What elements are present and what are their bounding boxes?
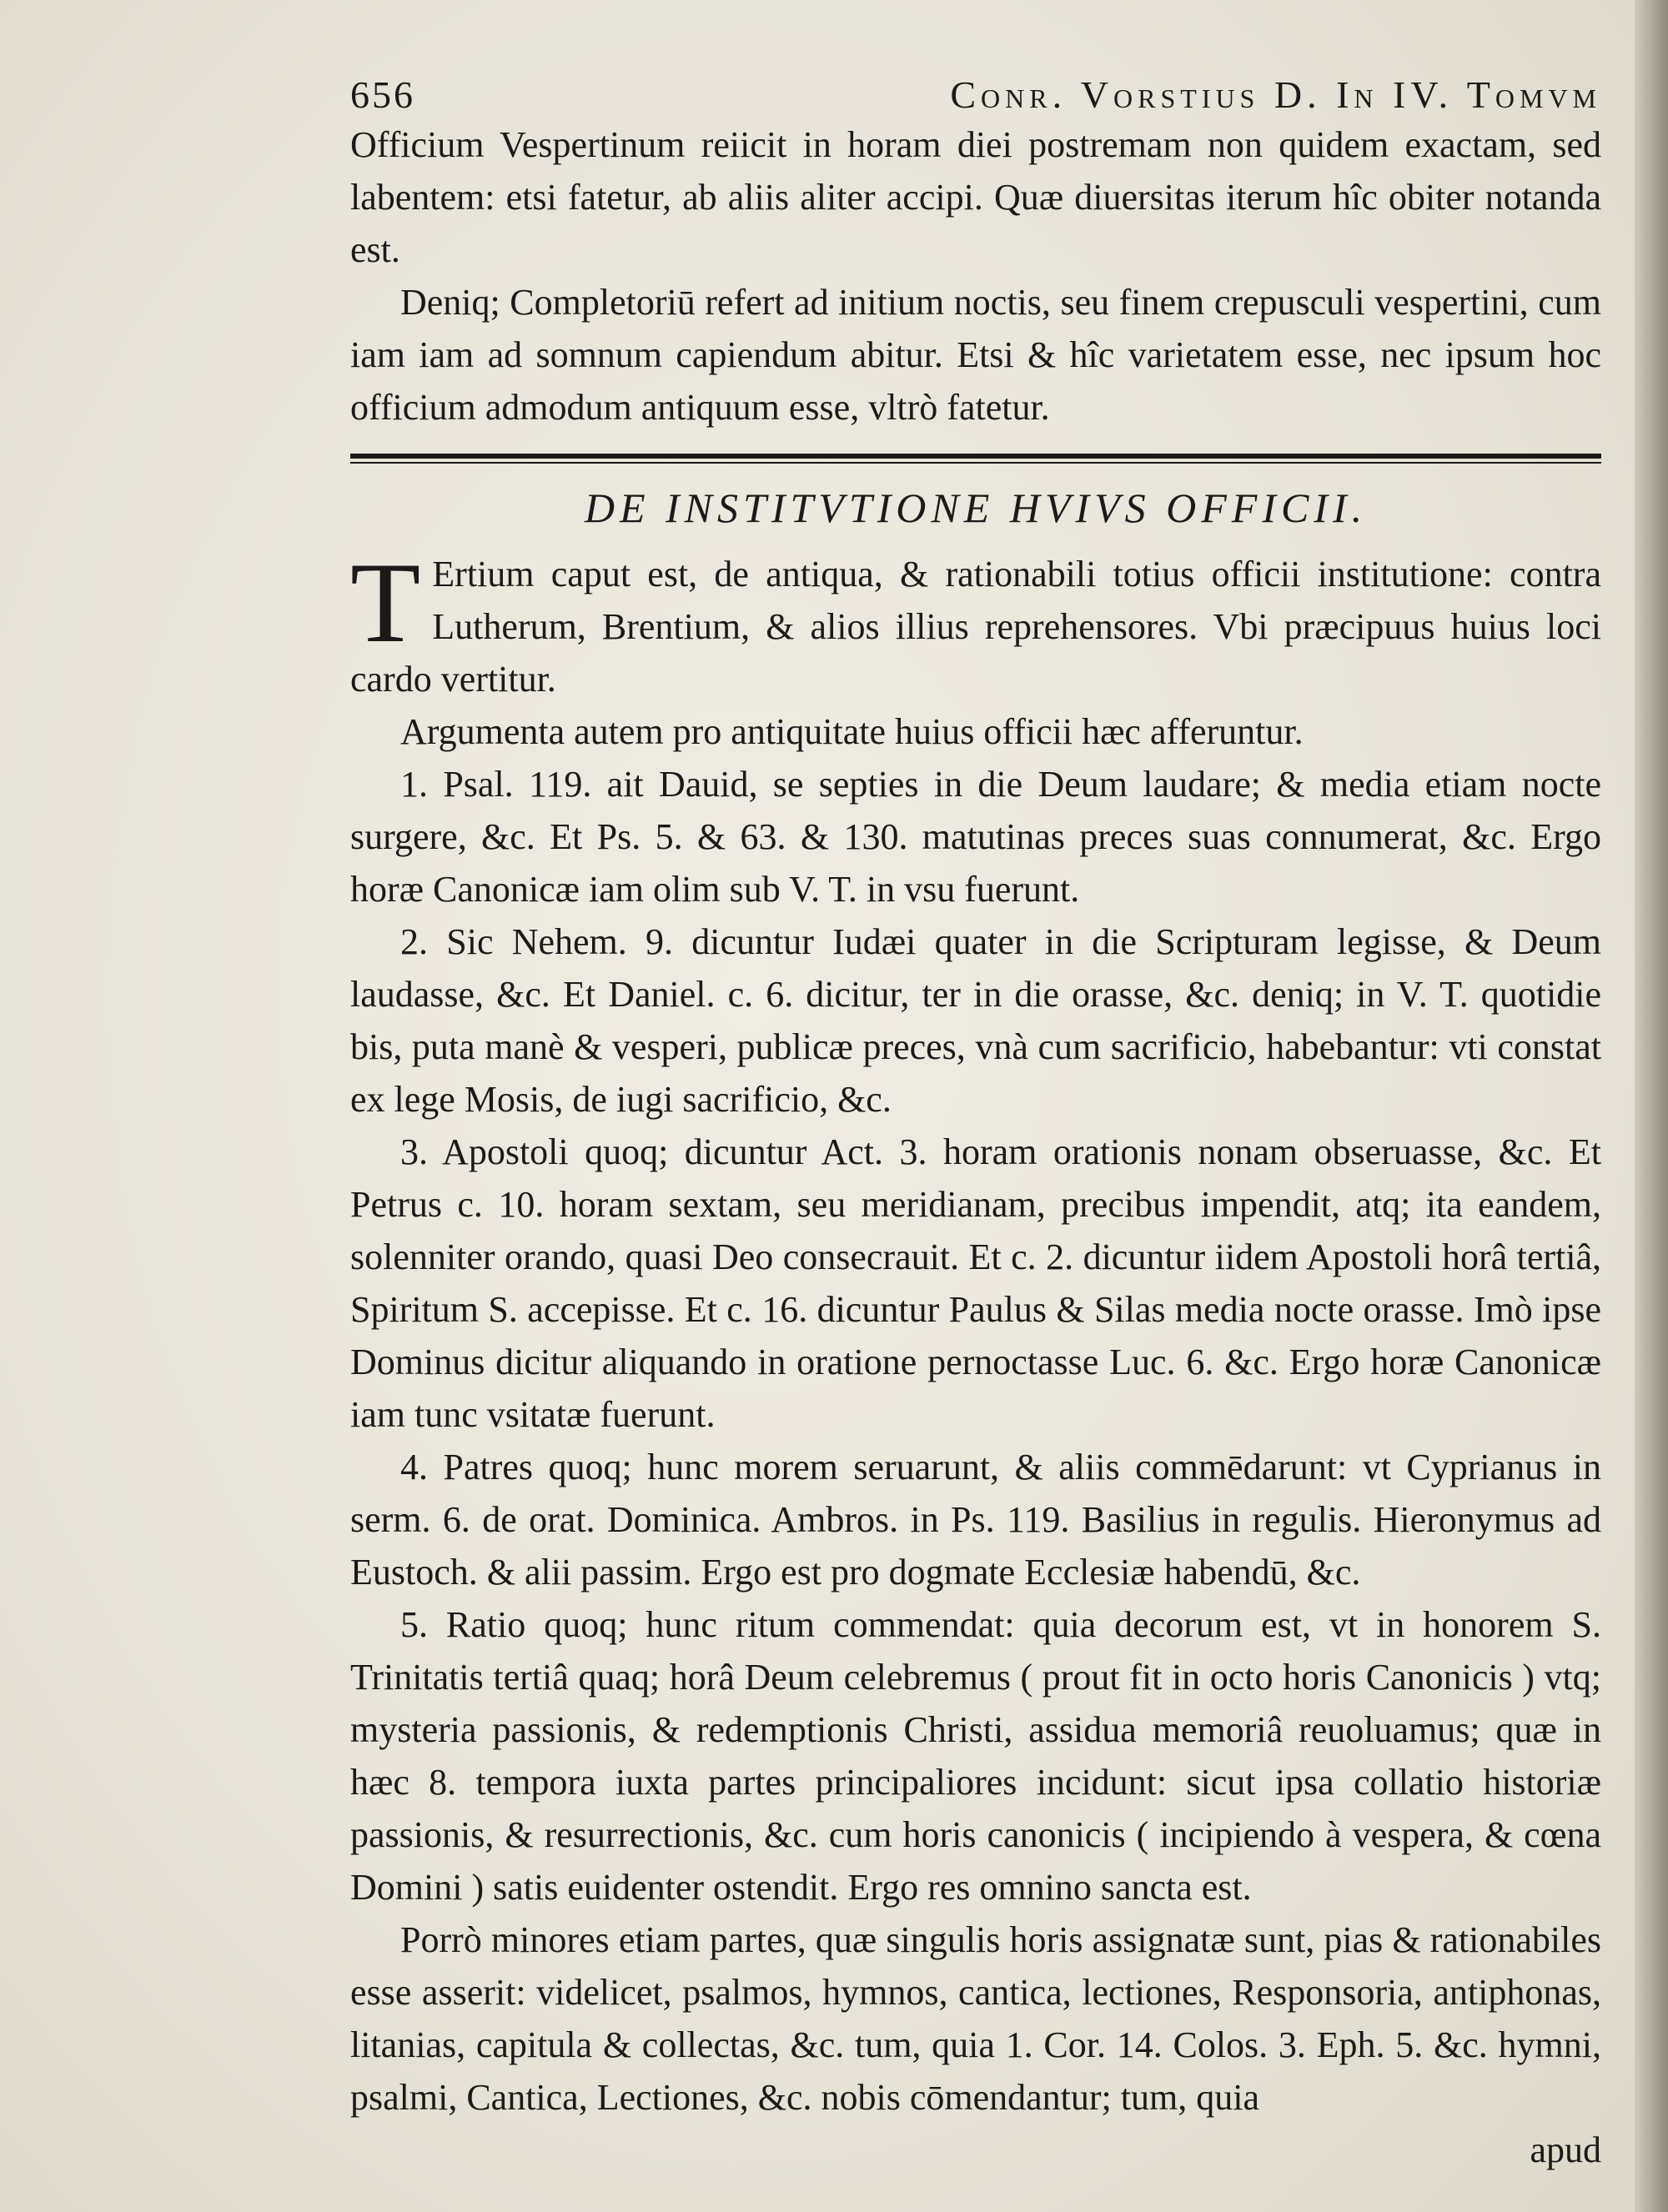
paragraph-porro: Porrò minores etiam partes, quæ singulis horis assignatæ sunt, pias & rationabiles esse asserit: videlicet, psalmos, hymnos, cantica, lectiones, Responsoria, antiphonas, litanias, capitula & collectas, &c. tum, quia 1. Cor. 14. Colos. 3. Eph. 5. &c. hymni, psalmi, Cantica, Lectiones, &c. nobis cōmendantur; tum, quia (350, 1919, 1601, 2118)
paragraph-vespertinum: Officium Vespertinum reiicit in horam diei postremam non quidem exactam, sed labentem: etsi fatetur, ab aliis aliter accipi. Quæ diuersitas iterum hîc obiter notanda est. (350, 124, 1601, 270)
paragraph-intro (350, 539, 1601, 705)
paragraph-argument-5: 5. Ratio quoq; hunc ritum commendat: quia decorum est, vt in honorem S. Trinitatis tertiâ quaq; horâ Deum celebremus ( prout fit in octo horis Canonicis ) vtq; mysteria passionis, & redemptionis Christi, assidua memoriâ reuoluamus; quæ in hæc 8. tempora iuxta partes principaliores incidunt: sicut ipsa collatio historiæ passionis, & resurrectionis, &c. cum horis canonicis ( incipiendo à vespera, & cœna Domini ) satis euidenter ostendit. Ergo res omnino sancta est. (350, 1604, 1601, 1908)
paragraph-argument-2: 2. Sic Nehem. 9. dicuntur Iudæi quater in die Scripturam legisse, & Deum laudasse, &c. Et Daniel. c. 6. dicitur, ter in die orasse, &c. deniq; in V. T. quotidie bis, puta manè & vesperi, publicæ preces, vnà cum sacrificio, habebantur: vti constat ex lege Mosis, de iugi sacrificio, &c. (350, 921, 1601, 1120)
page-number: 656 (350, 73, 415, 116)
paragraph-argument-4: 4. Patres quoq; hunc morem seruarunt, & aliis commēdarunt: vt Cyprianus in serm. 6. de orat. Dominica. Ambros. in Ps. 119. Basilius in regulis. Hieronymus ad Eustoch. & alii passim. Ergo est pro dogmate Ecclesiæ habendū, &c. (350, 1447, 1601, 1593)
section-divider-rule (350, 454, 1601, 464)
drop-cap-letter: T (350, 539, 421, 666)
intro-text: Ertium caput est, de antiqua, & rationabili totius officii institutione: contra Lutherum, Brentium, & alios illius reprehensores. Vbi præcipuus huius loci cardo vertitur. (350, 554, 1601, 700)
running-title: Conr. Vorstius D. In IV. Tomvm (950, 73, 1601, 116)
running-header (350, 68, 1601, 118)
page-text-block (350, 68, 1601, 2176)
section-title: DE INSTITVTIONE HVIVS OFFICII. (584, 484, 1368, 531)
paragraph-argumenta: Argumenta autem pro antiquitate huius officii hæc afferuntur. (400, 711, 1304, 752)
paragraph-argument-1: 1. Psal. 119. ait Dauid, se septies in die Deum laudare; & media etiam nocte surgere, &c. Et Ps. 5. & 63. & 130. matutinas preces suas connumerat, &c. Ergo horæ Canonicæ iam olim sub V. T. in vsu fuerunt. (350, 764, 1601, 910)
paragraph-completorium: Deniq; Completoriū refert ad initium noctis, seu finem crepusculi vespertini, cum iam iam ad somnum capiendum abitur. Etsi & hîc varietatem esse, nec ipsum hoc officium admodum antiquum esse, vltrò fatetur. (350, 282, 1601, 428)
catchword: apud (1530, 2129, 1601, 2170)
paragraph-argument-3: 3. Apostoli quoq; dicuntur Act. 3. horam orationis nonam obseruasse, &c. Et Petrus c. 10. horam sextam, seu meridianam, precibus impendit, atq; ita eandem, solenniter orando, quasi Deo consecrauit. Et c. 2. dicuntur iidem Apostoli horâ tertiâ, Spiritum S. accepisse. Et c. 16. dicuntur Paulus & Silas media nocte orasse. Imò ipse Dominus dicitur aliquando in oratione pernoctasse Luc. 6. &c. Ergo horæ Canonicæ iam tunc vsitatæ fuerunt. (350, 1131, 1601, 1435)
page-gutter-shadow (1635, 0, 1668, 2212)
